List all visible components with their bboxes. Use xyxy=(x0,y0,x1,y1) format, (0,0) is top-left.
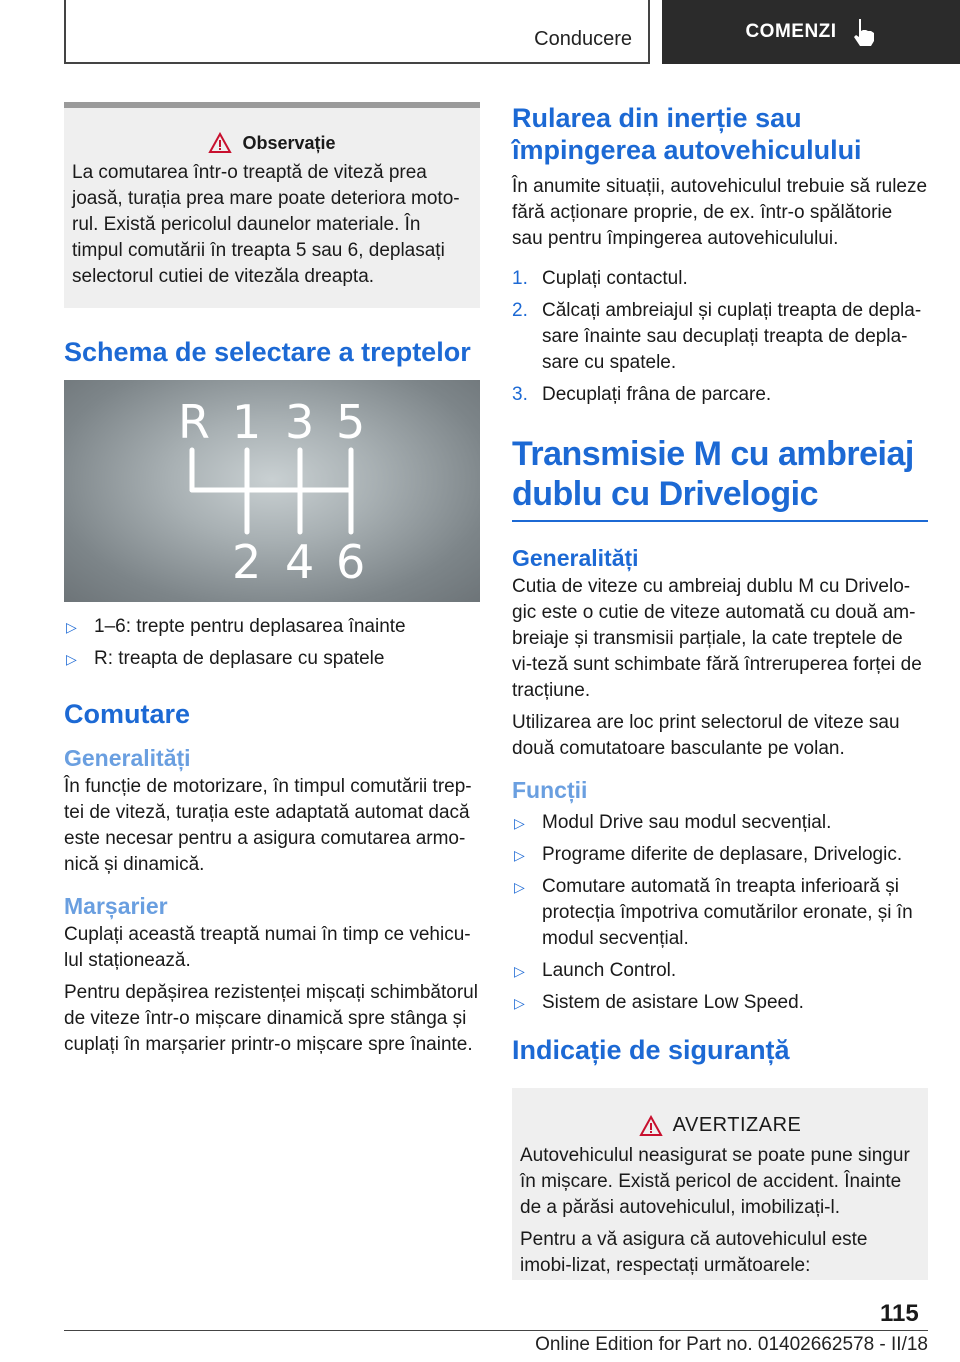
triangle-bullet-icon: ▷ xyxy=(66,651,77,667)
triangle-bullet-icon: ▷ xyxy=(514,847,525,863)
page-number: 115 xyxy=(880,1300,919,1327)
header-tab-label: COMENZI xyxy=(745,21,837,42)
right-column xyxy=(512,102,928,1280)
warning-text-2: Pentru a vă asigura că autovehiculul este imobi-lizat, respectați următoarele: xyxy=(520,1229,868,1276)
functii-bullets xyxy=(512,810,928,1016)
warning-triangle-icon xyxy=(639,1115,663,1137)
list-item: ▷ Launch Control. xyxy=(512,958,928,984)
footer-divider xyxy=(64,1330,928,1331)
transmisie-heading-block xyxy=(512,434,928,522)
comutare-heading: Comutare xyxy=(64,699,191,729)
schema-bullets xyxy=(64,614,480,672)
list-item: ▷ Sistem de asistare Low Speed. xyxy=(512,990,928,1016)
rulare-text: În anumite situații, autovehiculul trebuie să ruleze fără acționare proprie, de ex. într-o spălătorie sau pentru împingerea autovehiculului. xyxy=(512,176,928,249)
notice-text: La comutarea într-o treaptă de viteză prea joasă, turația prea mare poate deteriora moto-rul. Există pericolul daunelor materiale. În timpul comutării în treapta 5 sau 6, deplasați selectorul cutiei de vitezăla dreapta. xyxy=(72,162,460,287)
footer-edition: Online Edition for Part no. 01402662578 - II/18 xyxy=(535,1334,928,1355)
triangle-bullet-icon: ▷ xyxy=(514,879,525,895)
header-tab[interactable] xyxy=(662,0,960,64)
gear-3-label: 3 xyxy=(285,395,315,449)
notice-box xyxy=(64,102,480,308)
list-item: ▷ Comutare automată în treapta inferioară și protecția împotriva comutărilor eronate, și în modul secvențial. xyxy=(514,876,913,949)
warning-text-1: Autovehiculul neasigurat se poate pune singur în mișcare. Există pericol de accident. Înainte de a părăsi autovehiculul, imobilizați-l. xyxy=(520,1145,910,1218)
marsarier-heading: Marșarier xyxy=(64,893,168,919)
generalitati-text-left: În funcție de motorizare, în timpul comutării trep-tei de viteză, turația este adaptată automat dacă este necesar pentru a asigura comutarea armo-nică și dinamică. xyxy=(64,776,472,875)
rulare-heading: Rularea din inerție sau împingerea autovehiculului xyxy=(512,103,862,165)
list-item: ▷ 1–6: trepte pentru deplasarea înainte xyxy=(64,614,480,640)
hand-pointer-icon xyxy=(851,17,877,47)
list-item: 3. Decuplați frâna de parcare. xyxy=(512,384,772,405)
generalitati-text-right-1: Cutia de viteze cu ambreiaj dublu M cu Drivelo-gic este o cutie de viteze automată cu două am-breiaje și transmisii parțiale, la cate treptele de vi-teză sunt schimbate fără întreruperea forței de tracțiune. xyxy=(512,576,922,701)
siguranta-heading: Indicație de siguranță xyxy=(512,1035,790,1065)
warning-box xyxy=(512,1088,928,1280)
schema-heading: Schema de selectare a treptelor xyxy=(64,337,471,367)
list-item: 1. Cuplați contactul. xyxy=(512,268,688,289)
warning-triangle-icon xyxy=(208,132,232,154)
triangle-bullet-icon: ▷ xyxy=(514,815,525,831)
shift-pattern-image xyxy=(64,380,480,602)
marsarier-text-2: Pentru depășirea rezistenței mișcați schimbătorul de viteze într-o mișcare dinamică spre stânga și cuplați în marșarier printr-o mișcare spre înainte. xyxy=(64,982,478,1055)
gear-4-label: 4 xyxy=(285,535,315,589)
gear-6-label: 6 xyxy=(336,535,366,589)
gear-5-label: 5 xyxy=(336,395,366,449)
gear-1-label: 1 xyxy=(232,395,262,449)
triangle-bullet-icon: ▷ xyxy=(514,963,525,979)
generalitati-heading-right: Generalități xyxy=(512,545,639,571)
triangle-bullet-icon: ▷ xyxy=(514,995,525,1011)
left-column xyxy=(64,102,480,1058)
list-item: 2. Călcați ambreiajul și cuplați treapta de depla-sare înainte sau decuplați treapta de depla-sare cu spatele. xyxy=(512,300,922,373)
gear-2-label: 2 xyxy=(232,535,262,589)
functii-heading: Funcții xyxy=(512,777,588,803)
notice-title: Observație xyxy=(242,132,336,153)
header-section-title: Conducere xyxy=(534,28,632,50)
list-item: ▷ Programe diferite de deplasare, Drivelogic. xyxy=(512,842,928,868)
marsarier-text-1: Cuplați această treaptă numai în timp ce vehicu-lul staționează. xyxy=(64,924,471,971)
warning-title: AVERTIZARE xyxy=(672,1114,802,1136)
triangle-bullet-icon: ▷ xyxy=(66,619,77,635)
generalitati-text-right-2: Utilizarea are loc print selectorul de viteze sau două comutatoare basculante pe volan. xyxy=(512,712,900,759)
rulare-steps xyxy=(512,266,928,408)
list-item: ▷ R: treapta de deplasare cu spatele xyxy=(64,646,480,672)
transmisie-heading: Transmisie M cu ambreiaj dublu cu Drivelogic xyxy=(512,435,914,513)
list-item: ▷ Modul Drive sau modul secvențial. xyxy=(512,810,928,836)
gear-r-label: R xyxy=(178,395,210,449)
generalitati-heading-left: Generalități xyxy=(64,745,191,771)
